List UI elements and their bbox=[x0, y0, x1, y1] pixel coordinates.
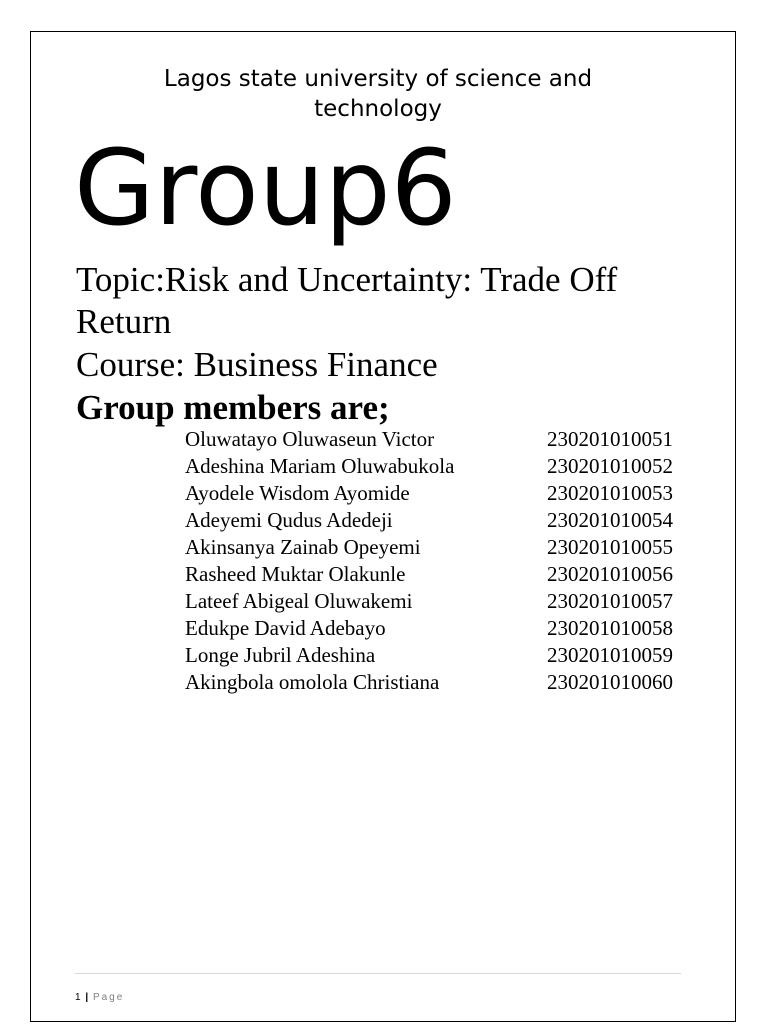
member-row bbox=[185, 588, 685, 615]
member-name: Akingbola omolola Christiana bbox=[185, 670, 440, 694]
member-row bbox=[185, 642, 685, 669]
member-id: 230201010058 bbox=[547, 616, 673, 640]
member-id: 230201010059 bbox=[547, 643, 673, 667]
member-name: Rasheed Muktar Olakunle bbox=[185, 562, 406, 586]
member-id: 230201010057 bbox=[547, 589, 673, 613]
page-number: 1 bbox=[75, 992, 81, 1003]
member-id: 230201010060 bbox=[547, 670, 673, 694]
university-name: Lagos state university of science and technology bbox=[163, 66, 593, 122]
member-name: Edukpe David Adebayo bbox=[185, 616, 386, 640]
footer-separator: | bbox=[85, 992, 89, 1003]
members-list bbox=[185, 426, 685, 696]
member-name: Lateef Abigeal Oluwakemi bbox=[185, 589, 413, 613]
member-id: 230201010056 bbox=[547, 562, 673, 586]
member-row bbox=[185, 480, 685, 507]
member-id: 230201010051 bbox=[547, 427, 673, 451]
member-id: 230201010055 bbox=[547, 535, 673, 559]
member-row bbox=[185, 534, 685, 561]
member-id: 230201010054 bbox=[547, 508, 673, 532]
member-name: Longe Jubril Adeshina bbox=[185, 643, 376, 667]
member-name: Akinsanya Zainab Opeyemi bbox=[185, 535, 421, 559]
member-id: 230201010053 bbox=[547, 481, 673, 505]
course-line: Course: Business Finance bbox=[76, 345, 438, 384]
member-row bbox=[185, 426, 685, 453]
page-footer bbox=[75, 992, 124, 1003]
member-row bbox=[185, 615, 685, 642]
member-name: Oluwatayo Oluwaseun Victor bbox=[185, 427, 435, 451]
page-label: Page bbox=[92, 992, 125, 1003]
topic-line: Topic:Risk and Uncertainty: Trade Off Return bbox=[76, 260, 618, 341]
member-name: Adeshina Mariam Oluwabukola bbox=[185, 454, 455, 478]
member-row bbox=[185, 507, 685, 534]
group-title: Group6 bbox=[74, 127, 457, 249]
member-name: Adeyemi Qudus Adedeji bbox=[185, 508, 393, 532]
member-row bbox=[185, 453, 685, 480]
member-row bbox=[185, 669, 685, 696]
member-id: 230201010052 bbox=[547, 454, 673, 478]
member-row bbox=[185, 561, 685, 588]
footer-divider bbox=[75, 973, 681, 974]
member-name: Ayodele Wisdom Ayomide bbox=[185, 481, 410, 505]
members-heading: Group members are; bbox=[76, 388, 390, 427]
